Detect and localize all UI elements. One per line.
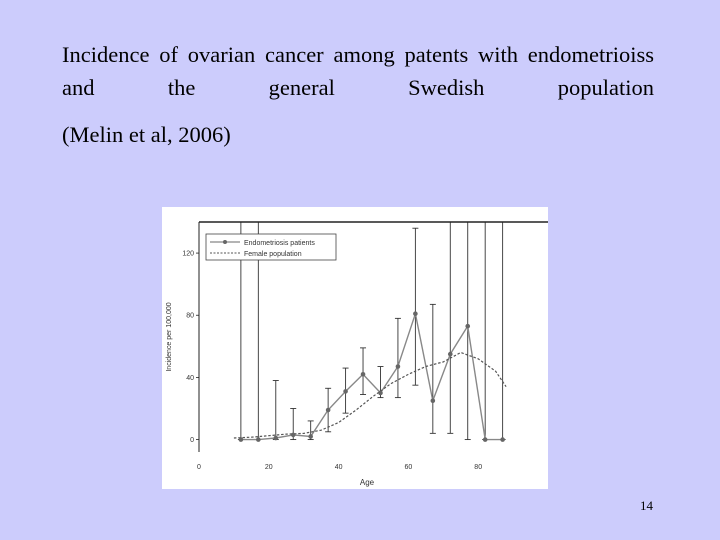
- x-tick-label: 40: [334, 464, 343, 471]
- data-point: [291, 433, 296, 438]
- legend-marker-endometriosis: [223, 240, 227, 244]
- slide-title: Incidence of ovarian cancer among patents with endometrioiss and the general Swedish population: [62, 42, 654, 100]
- x-tick-label: 80: [474, 464, 483, 471]
- y-tick-label: 0: [190, 437, 194, 445]
- y-axis-label: Incidence per 100,000: [166, 302, 173, 372]
- x-tick-label: 20: [264, 464, 273, 471]
- data-point: [239, 437, 244, 442]
- data-point: [326, 408, 331, 413]
- series-line-female-population: [234, 353, 506, 439]
- data-point: [483, 437, 488, 442]
- x-ticks: [197, 464, 482, 471]
- data-point: [343, 389, 348, 394]
- data-point: [431, 398, 436, 403]
- page-number: 14: [640, 498, 653, 513]
- series-lines: [234, 314, 506, 440]
- data-point: [413, 311, 418, 316]
- x-tick-label: 0: [197, 464, 201, 471]
- chart-figure: [162, 207, 548, 489]
- y-tick-label: 40: [186, 374, 194, 382]
- incidence-chart: [162, 207, 548, 489]
- y-tick-label: 80: [186, 312, 194, 320]
- series-line-endometriosis: [241, 314, 503, 440]
- data-point: [448, 352, 453, 357]
- data-point: [500, 437, 505, 442]
- slide-subtitle: (Melin et al, 2006): [62, 122, 231, 147]
- data-point: [465, 324, 470, 329]
- x-tick-label: 60: [404, 464, 413, 471]
- legend: [206, 234, 336, 260]
- legend-label-endometriosis: Endometriosis patients: [244, 240, 315, 247]
- data-point: [308, 434, 313, 439]
- x-axis-label: Age: [359, 478, 375, 487]
- y-ticks: [182, 251, 199, 444]
- data-point: [396, 364, 401, 369]
- legend-label-female: Female population: [244, 251, 302, 258]
- data-point: [361, 372, 366, 377]
- data-point: [378, 391, 383, 396]
- data-point: [256, 437, 261, 442]
- y-tick-label: 120: [182, 250, 194, 258]
- data-point: [273, 436, 278, 441]
